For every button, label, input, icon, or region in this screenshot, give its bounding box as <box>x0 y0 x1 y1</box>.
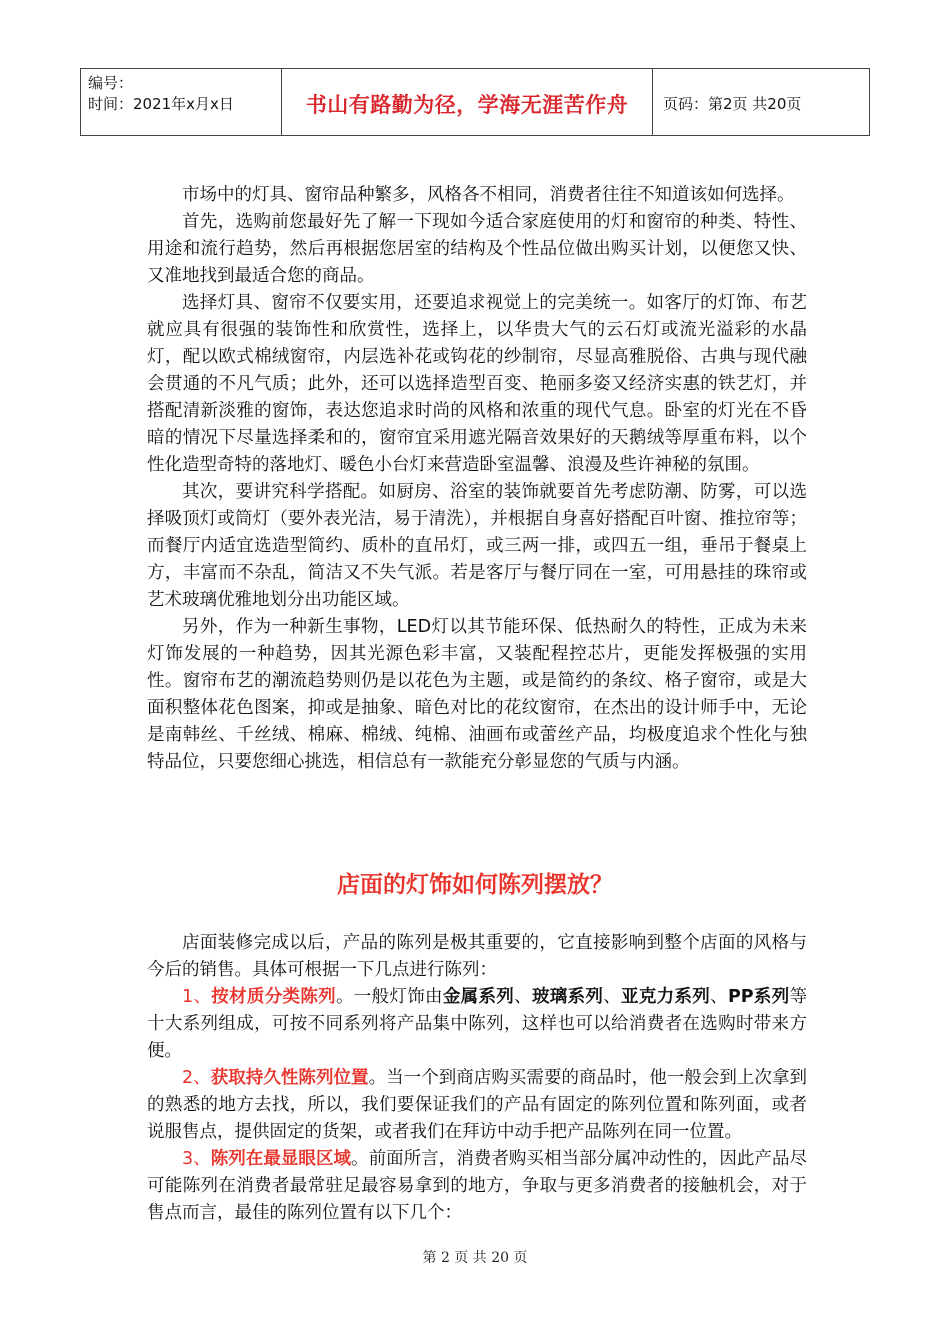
list-item <box>147 984 807 1065</box>
header-table <box>80 68 870 136</box>
item-sep: 、 <box>710 987 728 1007</box>
page-footer: 第 2 页 共 20 页 <box>422 1250 528 1266</box>
list-item <box>147 1065 807 1146</box>
paragraph: 选择灯具、窗帘不仅要实用，还要追求视觉上的完美统一。如客厅的灯饰、布艺就应具有很强的装饰性和欣赏性，选择上，以华贵大气的云石灯或流光溢彩的水晶灯，配以欧式棉绒窗帘，内层选补花或钩花的纱制帘，尽显高雅脱俗、古典与现代融会贯通的不凡气质；此外，还可以选择造型百变、艳丽多姿又经济实惠的铁艺灯，并搭配清新淡雅的窗饰，表达您追求时尚的风格和浓重的现代气息。卧室的灯光在不昏暗的情况下尽量选择柔和的，窗帘宜采用遮光隔音效果好的天鹅绒等厚重布料，以个性化造型奇特的落地灯、暖色小台灯来营造卧室温馨、浪漫及些许神秘的氛围。 <box>147 293 807 475</box>
paragraph: 首先，选购前您最好先了解一下现如今适合家庭使用的灯和窗帘的种类、特性、用途和流行趋势，然后再根据您居室的结构及个性品位做出购买计划，以便您又快、又准地找到最适合您的商品。 <box>147 212 807 286</box>
body-top <box>147 182 807 776</box>
item-bold: 玻璃系列 <box>531 987 604 1007</box>
item-number: 2、 <box>182 1068 211 1088</box>
item-text: 。一般灯饰由 <box>335 987 443 1007</box>
item-text: 。当一个到商店购买需要的商品时，他一般会到上次拿到的熟悉的地方去找，所以，我们要保证我们的产品有固定的陈列位置和陈列面，或者说服售点，提供固定的货架，或者我们在拜访中动手把产品陈列在同一位置。 <box>147 1068 808 1142</box>
item-sep: 、 <box>603 987 622 1007</box>
list-item <box>147 1146 807 1227</box>
paragraph: 另外，作为一种新生事物，LED灯以其节能环保、低热耐久的特性，正成为未来灯饰发展的一种趋势，因其光源色彩丰富，又装配程控芯片，更能发挥极强的实用性。窗帘布艺的潮流趋势则仍是以花色为主题，或是简约的条纹、格子窗帘，或是大面积整体花色图案，抑或是抽象、暗色对比的花纹窗帘，在杰出的设计师手中，无论是南韩丝、千丝绒、棉麻、棉绒、纯棉、油画布或蕾丝产品，均极度追求个性化与独特品位，只要您细心挑选，相信总有一款能充分彰显您的气质与内涵。 <box>147 617 807 772</box>
item-heading: 陈列在最显眼区域 <box>210 1149 352 1169</box>
item-heading: 按材质分类陈列 <box>211 987 336 1007</box>
item-text: 。前面所言，消费者购买相当部分属冲动性的，因此产品尽可能陈列在消费者最常驻足最容易拿到的地方，争取与更多消费者的接触机会，对于售点而言，最佳的陈列位置有以下几个： <box>147 1149 808 1223</box>
body-bottom <box>147 930 807 1227</box>
item-number: 1、 <box>182 987 212 1007</box>
doc-number-label: 编号： <box>88 74 134 92</box>
intro-paragraph: 店面装修完成以后，产品的陈列是极其重要的，它直接影响到整个店面的风格与今后的销售。具体可根据一下几点进行陈列： <box>147 933 807 980</box>
header-left-cell <box>81 69 282 135</box>
paragraph: 市场中的灯具、窗帘品种繁多，风格各不相同，消费者往往不知道该如何选择。 <box>182 185 795 205</box>
header-page-info: 页码：第2页 共20页 <box>663 95 802 113</box>
item-sep: 、 <box>514 987 532 1007</box>
item-number: 3、 <box>182 1149 211 1169</box>
item-bold: PP系列 <box>727 987 790 1007</box>
paragraph: 其次，要讲究科学搭配。如厨房、浴室的装饰就要首先考虑防潮、防雾，可以选择吸顶灯或筒灯（要外表光洁，易于清洗），并根据自身喜好搭配百叶窗、推拉帘等；而餐厅内适宜选造型简约、质朴的直吊灯，或三两一排，或四五一组，垂吊于餐桌上方，丰富而不杂乱，简洁又不失气派。若是客厅与餐厅同在一室，可用悬挂的珠帘或艺术玻璃优雅地划分出功能区域。 <box>147 482 807 610</box>
section-title: 店面的灯饰如何陈列摆放？ <box>337 872 613 898</box>
doc-time-label: 时间：2021年x月x日 <box>88 95 234 113</box>
header-motto: 书山有路勤为径，学海无涯苦作舟 <box>282 69 653 135</box>
item-bold: 亚克力系列 <box>621 987 711 1007</box>
item-heading: 获取持久性陈列位置 <box>210 1068 369 1088</box>
item-text: 等十大系列组成，可按不同系列将产品集中陈列，这样也可以给消费者在选购时带来方便。 <box>147 987 808 1061</box>
item-bold: 金属系列 <box>442 987 515 1007</box>
